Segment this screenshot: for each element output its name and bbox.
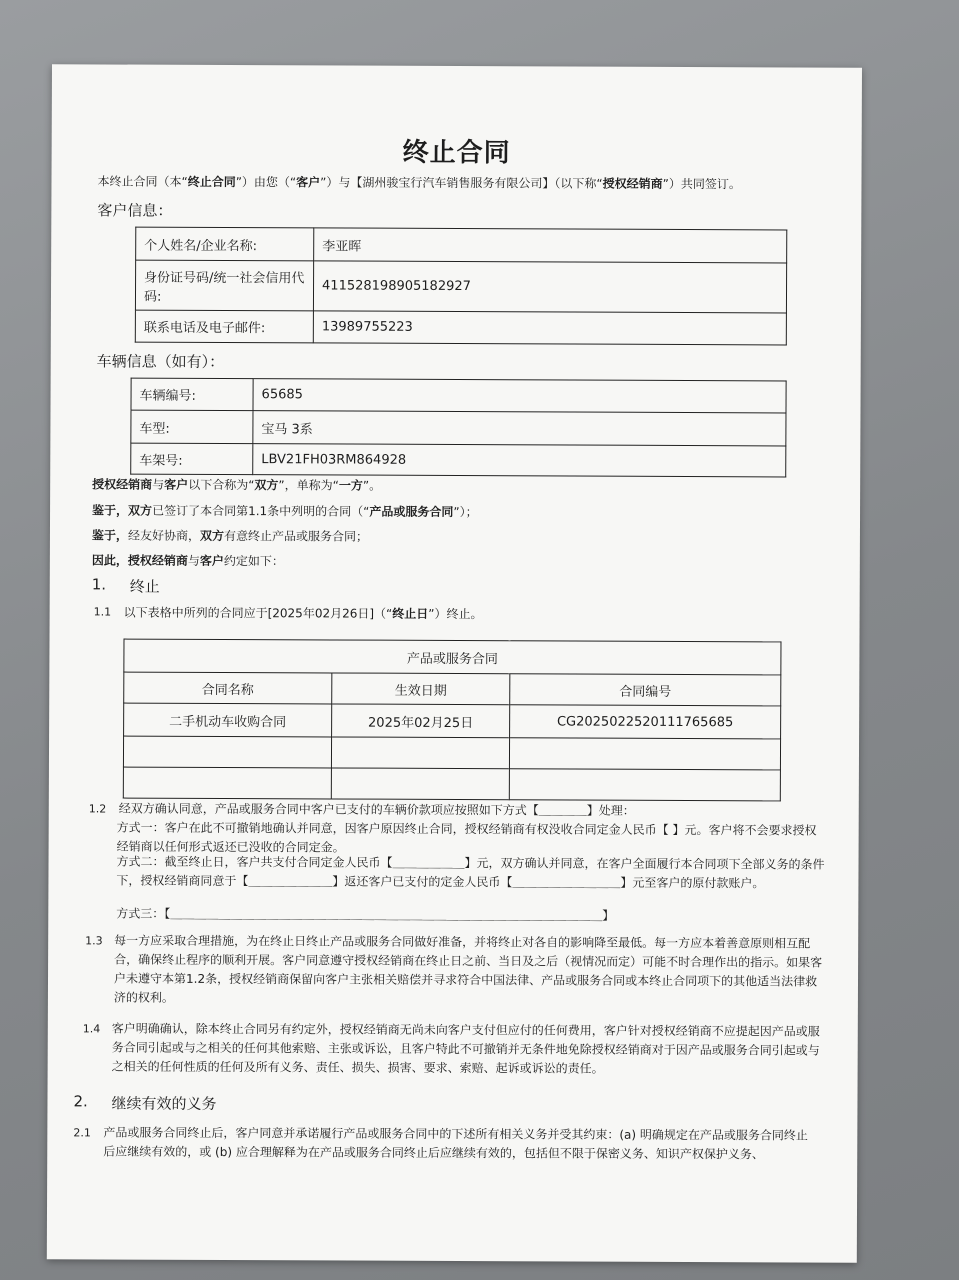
text: 以下表格中所列的合同应于[2025年02月26日]（“: [123, 605, 393, 621]
cell-contract-number: [509, 738, 780, 770]
table-header-row: [124, 672, 781, 706]
intro-text: 本终止合同（本“: [97, 174, 188, 189]
customer-info-heading: 客户信息：: [97, 201, 173, 220]
whereas-clause-1: [92, 501, 478, 522]
intro-text: ”）共同签订。: [662, 176, 741, 192]
contract-table: [123, 639, 782, 802]
clause-1-4-number: 1.4: [82, 1022, 101, 1036]
table-row: [123, 736, 780, 770]
cell-effective-date: [331, 737, 509, 769]
clause-2-1-text: 产品或服务合同终止后，客户同意并承诺履行产品或服务合同中的下述所有相关义务并受其约束：(a) 明确规定在产品或服务合同终止后应继续有效的，或 (b) 应合理解释为在产品或服务合同终止后应继续有效的，包括但不限于保密义务、知识产权保护义务、: [103, 1125, 808, 1162]
table-caption: 产品或服务合同: [124, 639, 781, 675]
cell-contract-name: [123, 736, 331, 768]
clause-1-2-text: 经双方确认同意，产品或服务合同中客户已支付的车辆价款项应按照如下方式【＿＿＿＿】处理：: [118, 801, 635, 818]
table-row: [135, 310, 786, 345]
text: 经友好协商，: [127, 528, 201, 543]
cell-contract-number: CG2025022520111765685: [510, 705, 781, 739]
model-value: 宝马 3系: [253, 411, 786, 446]
customer-info-table: [135, 227, 787, 346]
contact-value: 13989755223: [313, 311, 786, 345]
term-product-contract: 产品或服务合同: [369, 504, 454, 519]
table-row: [136, 227, 787, 263]
intro-text: ”）由您（“: [235, 175, 297, 190]
intro-term-customer: 客户: [296, 175, 321, 190]
vin-label: 车架号:: [131, 443, 253, 475]
cell-contract-name: [123, 767, 331, 799]
clause-1-2-method-1: 方式一：客户在此不可撤销地确认并同意，因客户原因终止合同，授权经销商有权没收合同定金人民币【 】元。客户将不会要求授权经销商以任何形式返还已没收的合同定金。: [116, 820, 817, 855]
whereas-label: 鉴于，: [91, 528, 128, 543]
table-row: [131, 378, 786, 413]
term-one-party: 一方: [338, 478, 363, 493]
term-termination-date: 终止日: [392, 606, 429, 621]
text: 与: [187, 553, 200, 568]
contact-label: 联系电话及电子邮件:: [135, 310, 313, 343]
document-page: [47, 64, 862, 1263]
name-label: 个人姓名/企业名称:: [136, 227, 314, 261]
id-number-value: 411528198905182927: [313, 261, 786, 313]
text: ”，单称为“: [278, 478, 339, 493]
text: 有意终止产品或服务合同；: [223, 528, 369, 544]
clause-2-1-number: 2.1: [73, 1126, 91, 1140]
whereas-label: 鉴于，: [92, 503, 129, 518]
term-dealer: 授权经销商: [127, 553, 188, 568]
clause-1-3-text: 每一方应采取合理措施，为在终止日终止产品或服务合同做好准备，并将终止对各自的影响降至最低。每一方应本着善意原则相互配合，确保终止程序的顺利开展。客户同意遵守授权经销商在终止日之前、当日及之后（视情况而定）可能不时合理作出的指示。如果客户未遵守本第1.2条，授权经销商保留向客户主张相关赔偿并寻求符合中国法律、产品或服务合同或本终止合同项下的其他适当法律救济的权利。: [113, 933, 823, 1005]
parties-definition: [92, 475, 381, 495]
cell-effective-date: 2025年02月25日: [332, 704, 510, 738]
therefore-label: 因此，: [91, 553, 128, 568]
text: ”。: [362, 478, 382, 493]
vehicle-number-value: 65685: [253, 379, 786, 413]
name-value: 李亚晖: [314, 228, 787, 263]
text: 约定如下：: [223, 553, 284, 569]
table-caption-row: [124, 639, 781, 675]
therefore-clause: [92, 551, 284, 571]
text: 与: [152, 477, 165, 492]
text: 以下合称为“: [188, 477, 255, 493]
section-2-number: 2.: [73, 1092, 88, 1111]
term-customer: 客户: [199, 553, 224, 568]
column-header-effective-date: 生效日期: [332, 673, 510, 705]
clause-1-3-number: 1.3: [85, 934, 103, 948]
clause-1-2-method-3: 方式三：【＿＿＿＿＿＿＿＿＿＿＿＿＿＿＿＿＿＿＿＿＿＿＿＿＿＿＿＿＿＿＿＿＿＿＿＿】: [116, 906, 615, 923]
section-1-number: 1.: [91, 575, 107, 594]
term-both-parties: 双方: [254, 478, 279, 493]
column-header-contract-name: 合同名称: [124, 672, 332, 704]
whereas-clause-2: [92, 526, 368, 546]
section-2-title: 继续有效的义务: [111, 1094, 217, 1113]
intro-term-termination: 终止合同: [187, 174, 236, 190]
term-both-parties: 双方: [199, 528, 225, 543]
vehicle-number-label: 车辆编号:: [131, 378, 253, 411]
column-header-contract-number: 合同编号: [510, 674, 781, 706]
vehicle-info-table: [130, 378, 786, 478]
intro-term-dealer: 授权经销商: [602, 176, 663, 191]
table-row: [123, 767, 780, 801]
vin-value: LBV21FH03RM864928: [253, 444, 786, 477]
clause-1-1-number: 1.1: [93, 605, 112, 619]
text: 已签订了本合同第1.1条中列明的合同（“: [152, 503, 370, 519]
cell-contract-name: 二手机动车收购合同: [124, 703, 332, 737]
clause-1-2-method-2: 方式二：截至终止日，客户共支付合同定金人民币【＿＿＿＿＿＿】元，双方确认并同意，在客户全面履行本合同项下全部义务的条件下，授权经销商同意于【＿＿＿＿＿＿＿】返还客户已支付的定金人民币【＿＿＿＿＿＿＿＿＿】元至客户的原付款账户。: [116, 854, 825, 891]
document-title: 终止合同: [402, 137, 511, 169]
model-label: 车型:: [131, 410, 253, 444]
clause-1-4-text: 客户明确确认，除本终止合同另有约定外，授权经销商无尚未向客户支付但应付的任何费用，客户针对授权经销商不应提起因产品或服务合同引起或与之相关的任何其他索赔、主张或诉讼，且客户特此不可撤销并无条件地免除授权经销商对于因产品或服务合同引起或与之相关的任何性质的任何及所有义务、责任、损失、损害、要求、索赔、起诉或诉讼的责任。: [111, 1021, 820, 1076]
clause-1-1-text: [124, 604, 483, 625]
table-row: [135, 260, 786, 313]
vehicle-info-heading: 车辆信息（如有）：: [96, 352, 225, 371]
text: ”）终止。: [428, 606, 483, 622]
table-row: [131, 443, 786, 477]
intro-text: ”）与【湖州骏宝行汽车销售服务有限公司】（以下称“: [320, 175, 603, 191]
clause-1-2-number: 1.2: [88, 802, 107, 816]
term-dealer: 授权经销商: [92, 477, 153, 492]
intro-paragraph: [97, 172, 740, 194]
cell-effective-date: [331, 768, 509, 800]
cell-contract-number: [509, 769, 780, 801]
term-customer: 客户: [164, 477, 189, 492]
section-1-title: 终止: [129, 577, 160, 596]
table-row: [124, 703, 781, 739]
term-both-parties: 双方: [128, 503, 153, 518]
text: ”）；: [453, 504, 478, 520]
table-row: [131, 410, 786, 446]
id-number-label: 身份证号码/统一社会信用代码:: [135, 260, 313, 311]
